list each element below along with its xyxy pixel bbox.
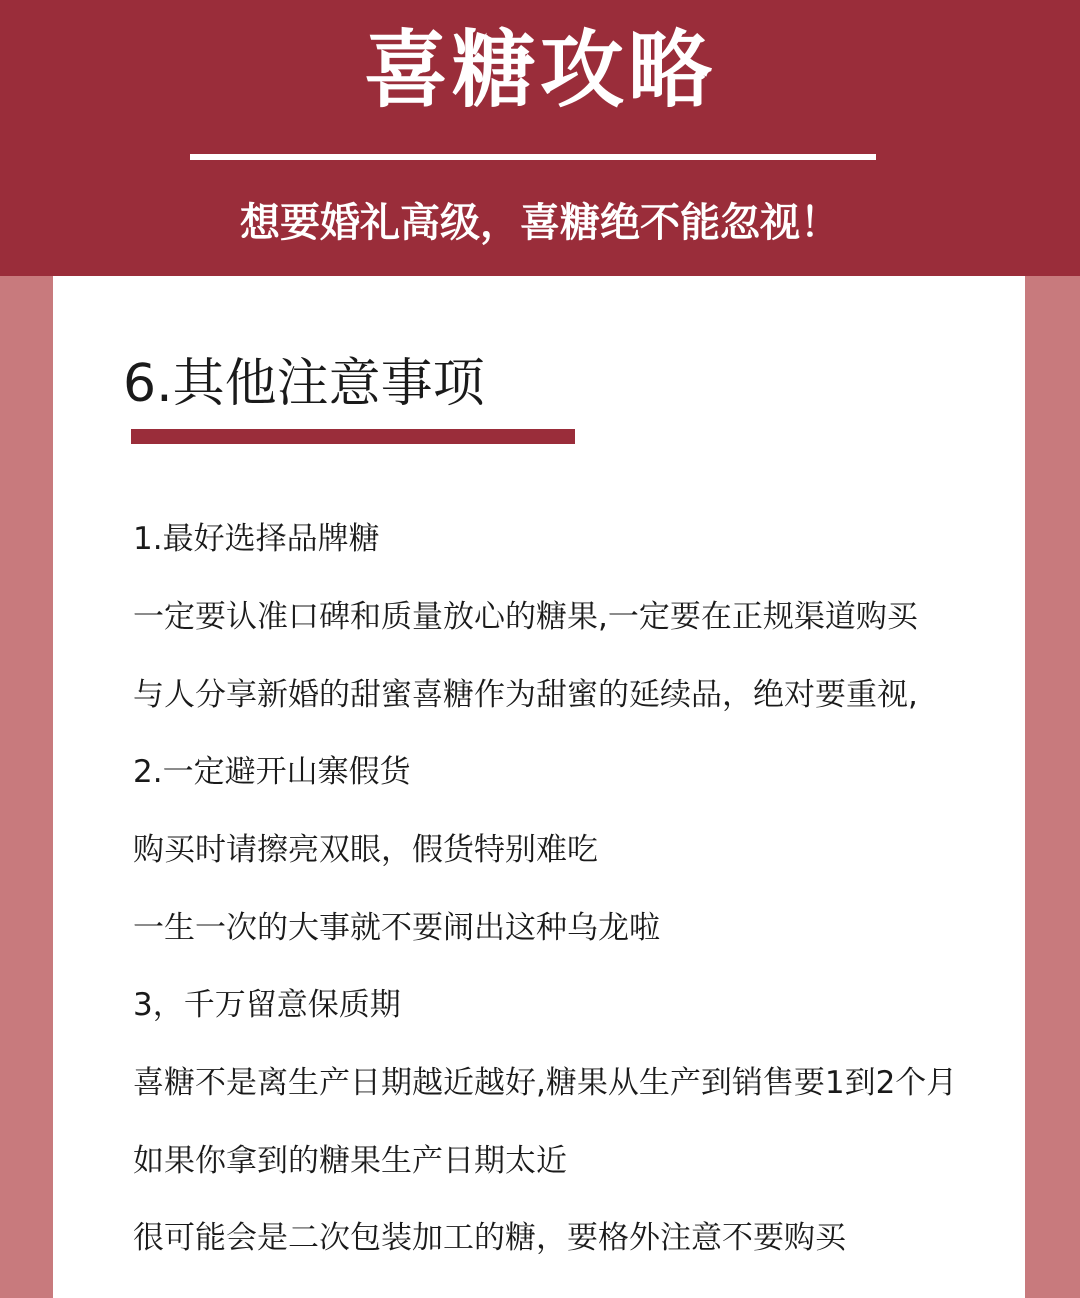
- tip-heading-shelf-life: 3，千万留意保质期: [133, 987, 401, 1023]
- tip-heading-brand: 1.最好选择品牌糖: [133, 521, 380, 557]
- tip-text-line: 很可能会是二次包装加工的糖，要格外注意不要购买: [133, 1220, 846, 1256]
- tip-text-line: 与人分享新婚的甜蜜喜糖作为甜蜜的延续品，绝对要重视,: [133, 677, 918, 713]
- tip-text-line: 如果你拿到的糖果生产日期太近: [133, 1143, 567, 1179]
- tip-text-line: 喜糖不是离生产日期越近越好,糖果从生产到销售要1到2个月: [133, 1065, 958, 1101]
- tip-text-line: 一定要认准口碑和质量放心的糖果,一定要在正规渠道购买: [133, 599, 918, 635]
- tip-text-line: 一生一次的大事就不要闹出这种乌龙啦: [133, 910, 660, 946]
- section-underline: [131, 429, 575, 444]
- tip-text-line: 购买时请擦亮双眼，假货特别难吃: [133, 832, 598, 868]
- tip-heading-counterfeit: 2.一定避开山寨假货: [133, 754, 411, 790]
- header-divider: [190, 154, 876, 160]
- page-title: 喜糖攻略: [363, 21, 716, 119]
- section-heading: 6.其他注意事项: [123, 354, 485, 414]
- page-subtitle: 想要婚礼高级，喜糖绝不能忽视！: [240, 200, 840, 246]
